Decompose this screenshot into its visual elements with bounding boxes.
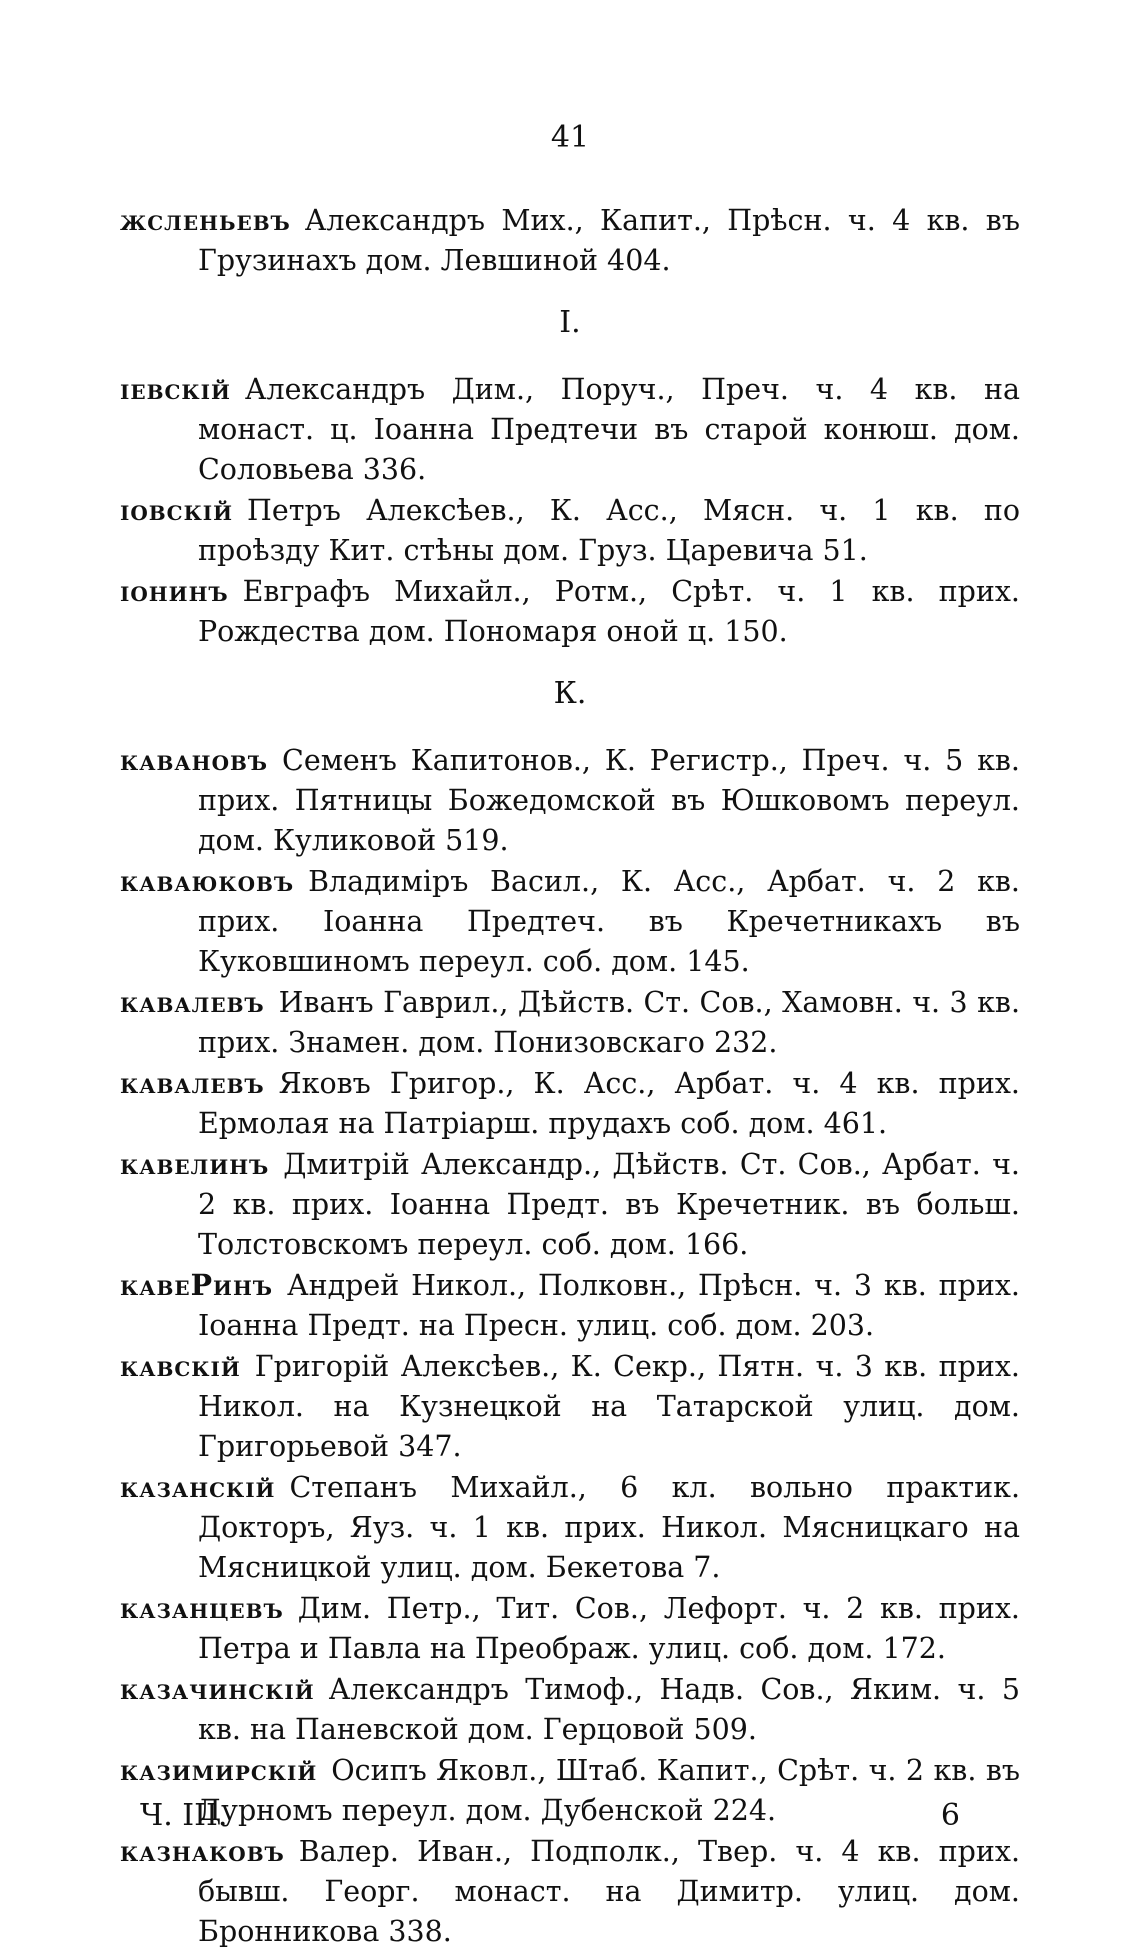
list-item (120, 1467, 1020, 1588)
entry-details: Андрей Никол., Полковн., Прѣсн. ч. 3 кв. прих. Іоанна Предт. на Пресн. улиц. соб. дом. 203. (198, 1269, 1020, 1342)
entry-details: Дмитрій Александр., Дѣйств. Ст. Сов., Арбат. ч. 2 кв. прих. Іоанна Предт. въ Кречетник. въ больш. Толстовскомъ переул. соб. дом. 166. (198, 1148, 1020, 1261)
entry-details: Владиміръ Васил., К. Асс., Арбат. ч. 2 кв. прих. Іоанна Предтеч. въ Кречетникахъ въ Куковшиномъ переул. соб. дом. 145. (198, 865, 1020, 978)
entry-surname: іовскій (120, 493, 234, 527)
list-item (120, 200, 1020, 281)
entry-surname: кавалевъ (120, 985, 265, 1019)
entry-details: Евграфъ Михайл., Ротм., Срѣт. ч. 1 кв. прих. Рождества дом. Пономаря оной ц. 150. (198, 575, 1020, 648)
entry-surname: кавскій (120, 1349, 241, 1383)
entry-surname: іонинъ (120, 574, 229, 608)
list-item (120, 740, 1020, 861)
list-item (120, 1063, 1020, 1144)
entry-details: Осипъ Яковл., Штаб. Капит., Срѣт. ч. 2 кв. въ Дурномъ переул. дом. Дубенской 224. (198, 1754, 1020, 1827)
entry-details: Иванъ Гаврил., Дѣйств. Ст. Сов., Хамовн. ч. 3 кв. прих. Знамен. дом. Понизовскаго 232. (198, 986, 1020, 1059)
list-item (120, 571, 1020, 652)
letter-heading-i: І. (559, 305, 581, 340)
entry-surname: казанскій (120, 1470, 276, 1504)
list-item (120, 1750, 1020, 1831)
volume-signature: Ч. III. (140, 1798, 228, 1833)
entry-surname: казанцевъ (120, 1591, 284, 1625)
entry-details: Григорій Алексѣев., К. Секр., Пятн. ч. 3 кв. прих. Никол. на Кузнецкой на Татарской улиц. дом. Григорьевой 347. (198, 1350, 1020, 1463)
letter-heading-k: К. (553, 676, 587, 711)
entry-surname: казачинскій (120, 1672, 315, 1706)
list-item (120, 1144, 1020, 1265)
entry-details: Валер. Иван., Подполк., Твер. ч. 4 кв. прих. бывш. Георг. монаст. на Димитр. улиц. дом. Бронникова 338. (198, 1835, 1020, 1948)
list-item (120, 982, 1020, 1063)
list-item (120, 1346, 1020, 1467)
entry-surname: кавановъ (120, 743, 269, 777)
sheet-number: 6 (940, 1798, 960, 1833)
entry-surname: кавеРинъ (120, 1268, 273, 1302)
entry-surname: казимирскій (120, 1753, 318, 1787)
directory-entries (120, 200, 1020, 1952)
list-item (120, 1669, 1020, 1750)
list-item (120, 369, 1020, 490)
entry-surname: жсленьевъ (120, 203, 291, 237)
entry-details: Александръ Дим., Поруч., Преч. ч. 4 кв. на монаст. ц. Іоанна Предтечи въ старой конюш. дом. Соловьева 336. (198, 373, 1020, 486)
entry-details: Яковъ Григор., К. Асс., Арбат. ч. 4 кв. прих. Ермолая на Патріарш. прудахъ соб. дом. 461. (198, 1067, 1020, 1140)
entry-details: Степанъ Михайл., 6 кл. вольно практик. Докторъ, Яуз. ч. 1 кв. прих. Никол. Мясницкаго на Мясницкой улиц. дом. Бекетова 7. (198, 1471, 1020, 1584)
list-item (120, 861, 1020, 982)
list-item (120, 1831, 1020, 1952)
list-item (120, 1588, 1020, 1669)
entry-surname: каваюковъ (120, 864, 295, 898)
entry-details: Семенъ Капитонов., К. Регистр., Преч. ч. 5 кв. прих. Пятницы Божедомской въ Юшковомъ переул. дом. Куликовой 519. (198, 744, 1020, 857)
list-item (120, 490, 1020, 571)
entry-surname: кавалевъ (120, 1066, 265, 1100)
entry-details: Александръ Тимоф., Надв. Сов., Яким. ч. 5 кв. на Паневской дом. Герцовой 509. (198, 1673, 1020, 1746)
entry-surname: кавелинъ (120, 1147, 270, 1181)
entry-details: Александръ Мих., Капит., Прѣсн. ч. 4 кв. въ Грузинахъ дом. Левшиной 404. (198, 204, 1020, 277)
entry-details: Петръ Алексѣев., К. Асс., Мясн. ч. 1 кв. по проѣзду Кит. стѣны дом. Груз. Царевича 51. (198, 494, 1020, 567)
entry-surname: казнаковъ (120, 1834, 285, 1868)
entry-surname: іевскій (120, 372, 231, 406)
entry-details: Дим. Петр., Тит. Сов., Лефорт. ч. 2 кв. прих. Петра и Павла на Преображ. улиц. соб. дом. 172. (198, 1592, 1020, 1665)
page-number: 41 (550, 120, 590, 155)
list-item (120, 1265, 1020, 1346)
